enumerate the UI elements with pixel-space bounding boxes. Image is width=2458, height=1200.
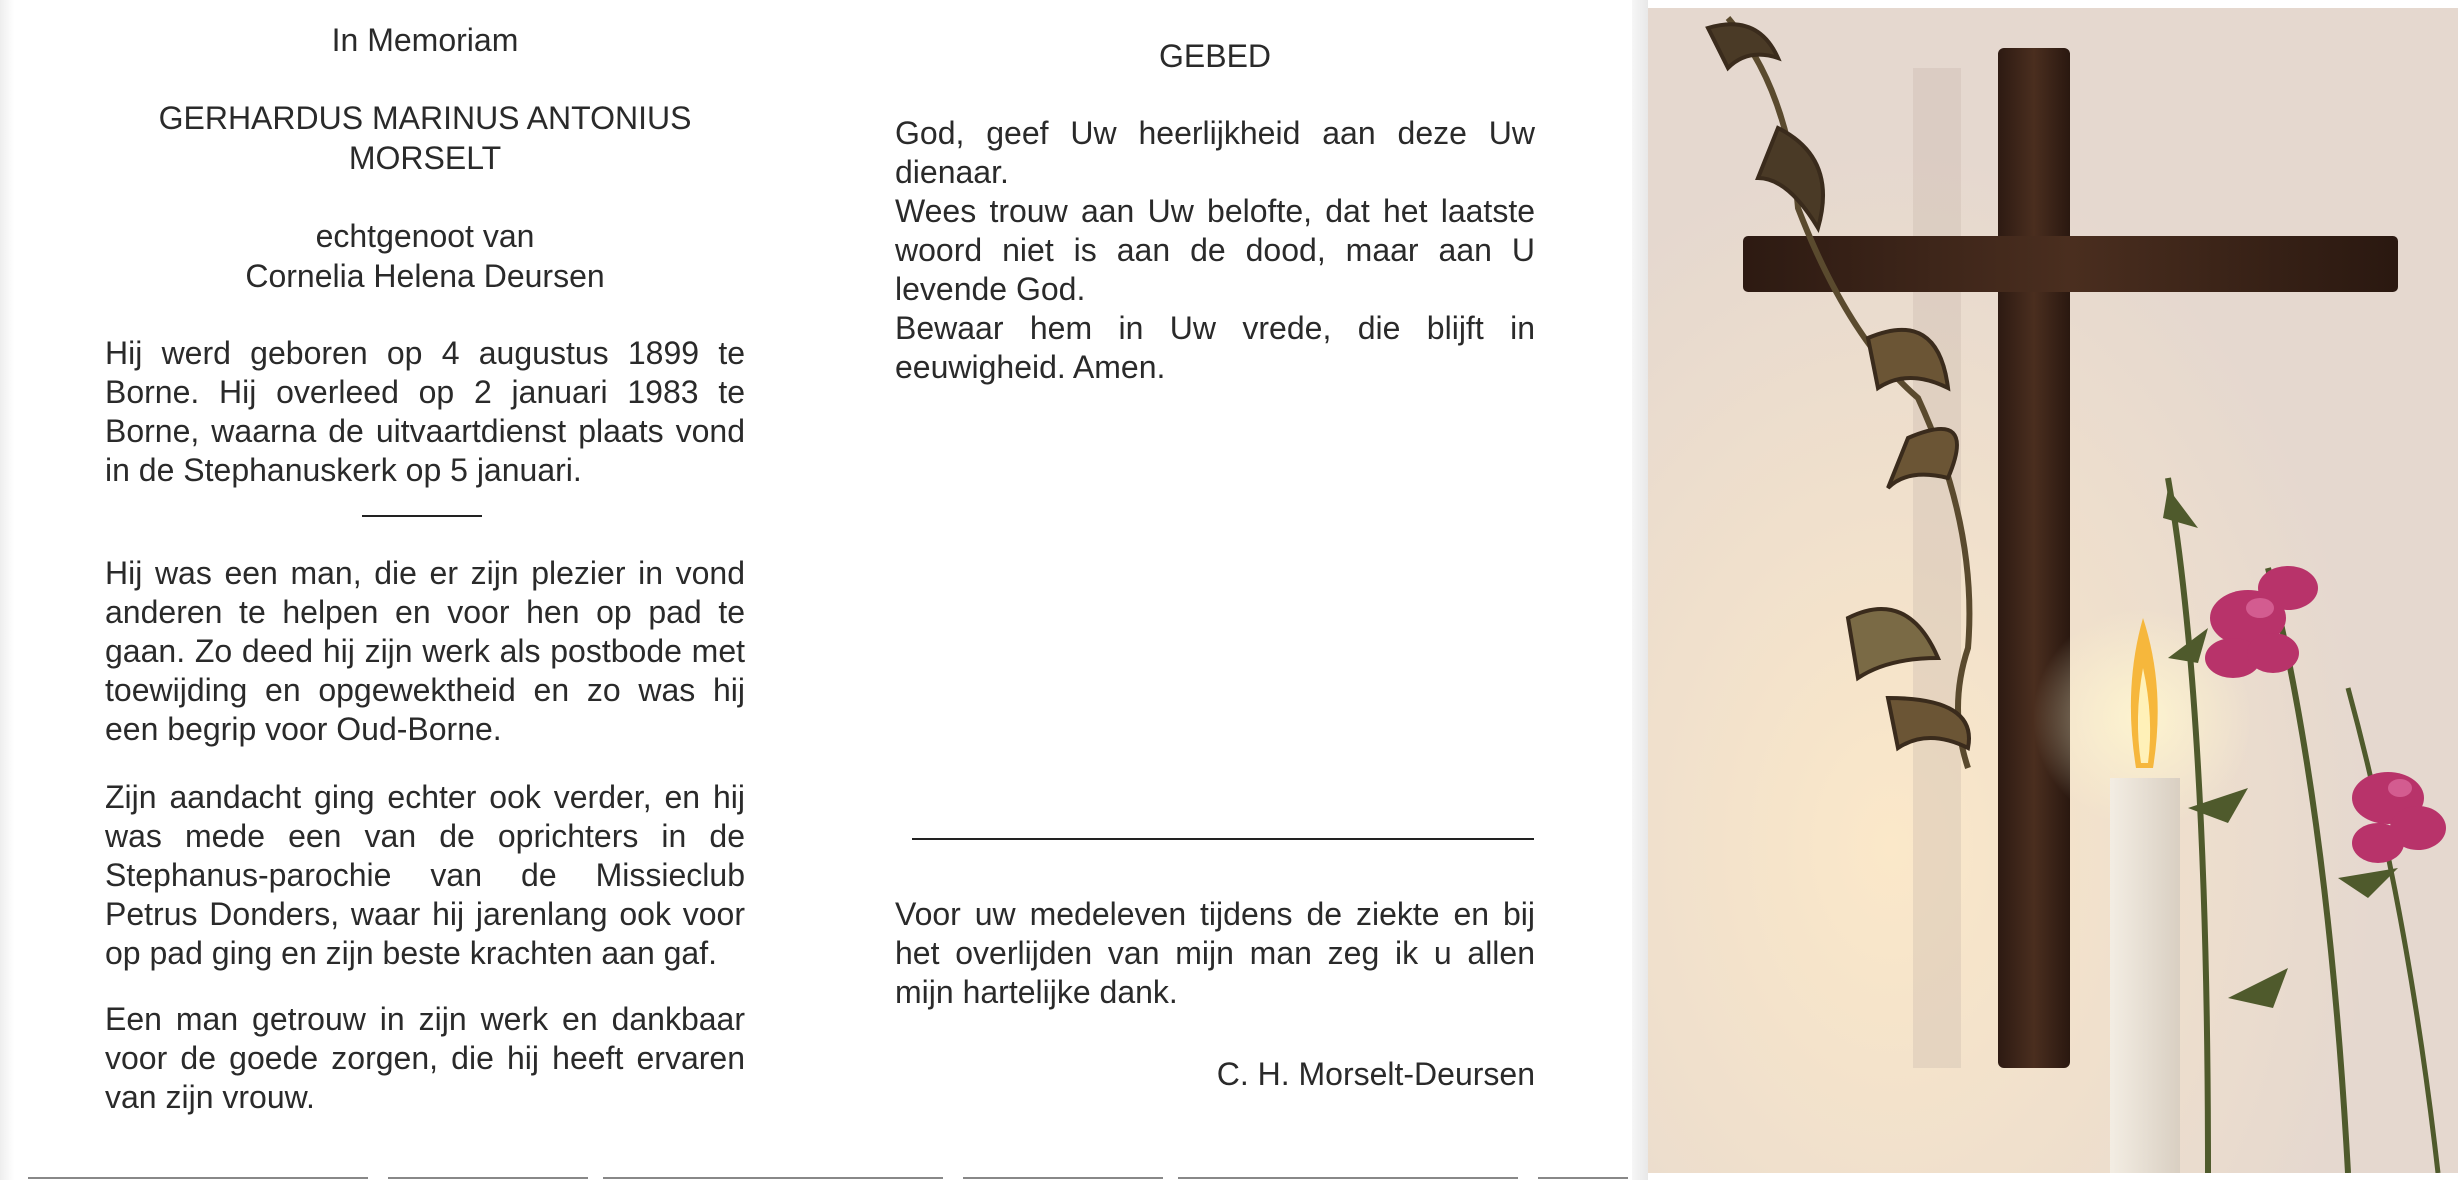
section-divider (362, 515, 482, 517)
cross-candle-illustration (1648, 8, 2458, 1173)
cross-candle-photo (1648, 8, 2458, 1173)
spouse-name: Cornelia Helena Deursen (245, 258, 605, 294)
prayer-line-2: Wees trouw aan Uw belofte, dat het laatste woord niet is aan de dood, maar aan U levende God. (895, 193, 1535, 307)
card-fold (1632, 0, 1648, 1180)
spouse-intro: echtgenoot van (315, 218, 535, 254)
prayer-panel (800, 0, 1620, 1180)
life-paragraph-2: Zijn aandacht ging echter ook verder, en hij was mede een van de oprichters in de Stephanus-parochie van de Missieclub Petrus Donders, waar hij jarenlang ook voor op pad ging en zijn beste krachten aan gaf. (105, 779, 745, 971)
life-paragraph-1: Hij was een man, die er zijn plezier in vond anderen te helpen en voor hen op pad te gaan. Zo deed hij zijn werk als postbode met toewijding en opgewektheid en zo was hij een begrip voor Oud-Borne. (105, 555, 745, 747)
deceased-name-line2: MORSELT (348, 140, 502, 176)
prayer-heading: GEBED (1158, 38, 1272, 74)
memoriam-heading: In Memoriam (331, 22, 519, 58)
prayer-line-3: Bewaar hem in Uw vrede, die blijft in eeuwigheid. Amen. (895, 310, 1535, 385)
deceased-name-line1: GERHARDUS MARINUS ANTONIUS (158, 100, 692, 136)
life-paragraph-3: Een man getrouw in zijn werk en dankbaar voor de goede zorgen, die hij heeft ervaren van zijn vrouw. (105, 1001, 745, 1115)
card-bottom-edge (28, 1177, 1628, 1179)
prayer-line-1: God, geef Uw heerlijkheid aan deze Uw dienaar. (895, 115, 1535, 190)
memorial-text-panel (0, 0, 800, 1180)
thanks-divider (912, 838, 1534, 840)
cross-shadow (1913, 68, 1961, 1068)
birth-death-paragraph: Hij werd geboren op 4 augustus 1899 te Borne. Hij overleed op 2 januari 1983 te Borne, waarna de uitvaartdienst plaats vond in de Stephanuskerk op 5 januari. (105, 335, 745, 488)
thanks-paragraph: Voor uw medeleven tijdens de ziekte en bij het overlijden van mijn man zeg ik u allen mijn hartelijke dank. (895, 896, 1535, 1010)
signature: C. H. Morselt-Deursen (1216, 1056, 1535, 1092)
